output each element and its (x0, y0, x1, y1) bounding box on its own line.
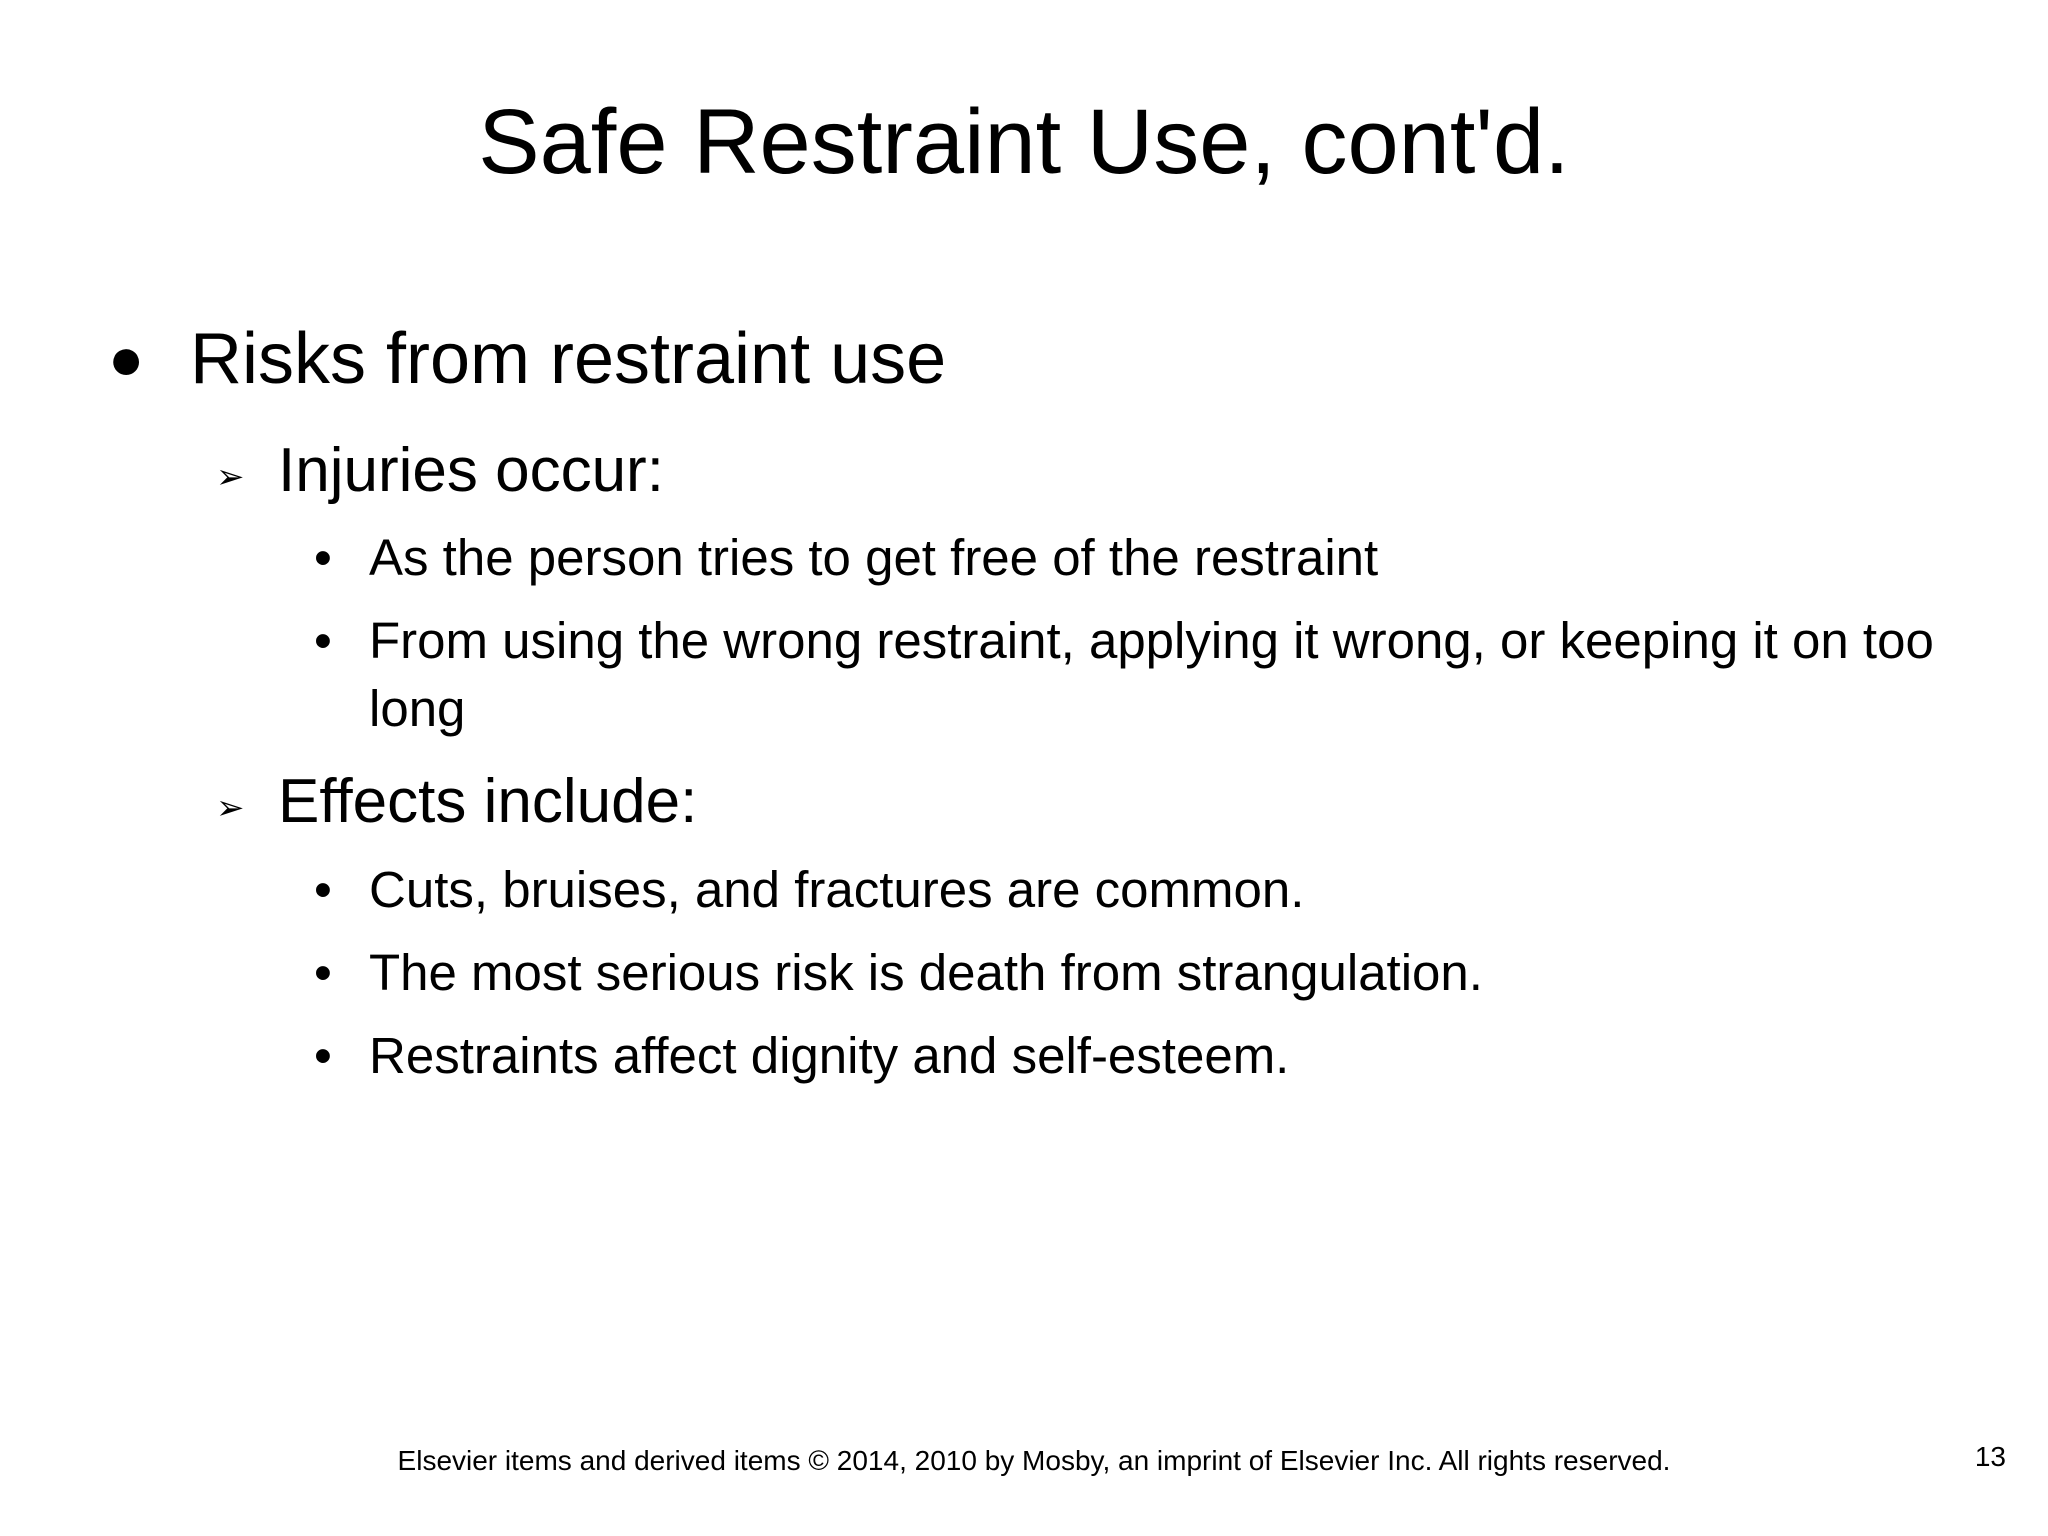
dot-bullet-icon: • (314, 529, 332, 586)
arrow-bullet-icon: ➢ (216, 458, 245, 496)
list-item (314, 856, 1994, 924)
bullet-level1-text: Risks from restraint use (190, 319, 947, 399)
page-number: 13 (1974, 1441, 2006, 1472)
list-item-text: As the person tries to get free of the restraint (369, 529, 1379, 586)
copyright-footer: Elsevier items and derived items © 2014, 2010 by Mosby, an imprint of Elsevier Inc. All rights reserved. (397, 1445, 1671, 1476)
dot-bullet-icon: • (314, 861, 332, 918)
slide-title: Safe Restraint Use, cont'd. (478, 91, 1570, 193)
sub-heading-text: Effects include: (278, 767, 698, 836)
list-item (314, 524, 1994, 592)
list-item-text: Restraints affect dignity and self-esteem. (369, 1027, 1290, 1084)
list-item (314, 1022, 1994, 1090)
list-item-text: From using the wrong restraint, applying it wrong, or keeping it on too long (369, 612, 1934, 737)
list-item (314, 939, 1994, 1007)
round-bullet-icon: ● (108, 325, 145, 392)
list-item-text: The most serious risk is death from strangulation. (369, 944, 1483, 1001)
list-item (314, 607, 1994, 743)
dot-bullet-icon: • (314, 1027, 332, 1084)
dot-bullet-icon: • (314, 612, 332, 669)
sub-heading-text: Injuries occur: (278, 436, 664, 505)
list-item-text: Cuts, bruises, and fractures are common. (369, 861, 1305, 918)
arrow-bullet-icon: ➢ (216, 789, 245, 827)
dot-bullet-icon: • (314, 944, 332, 1001)
